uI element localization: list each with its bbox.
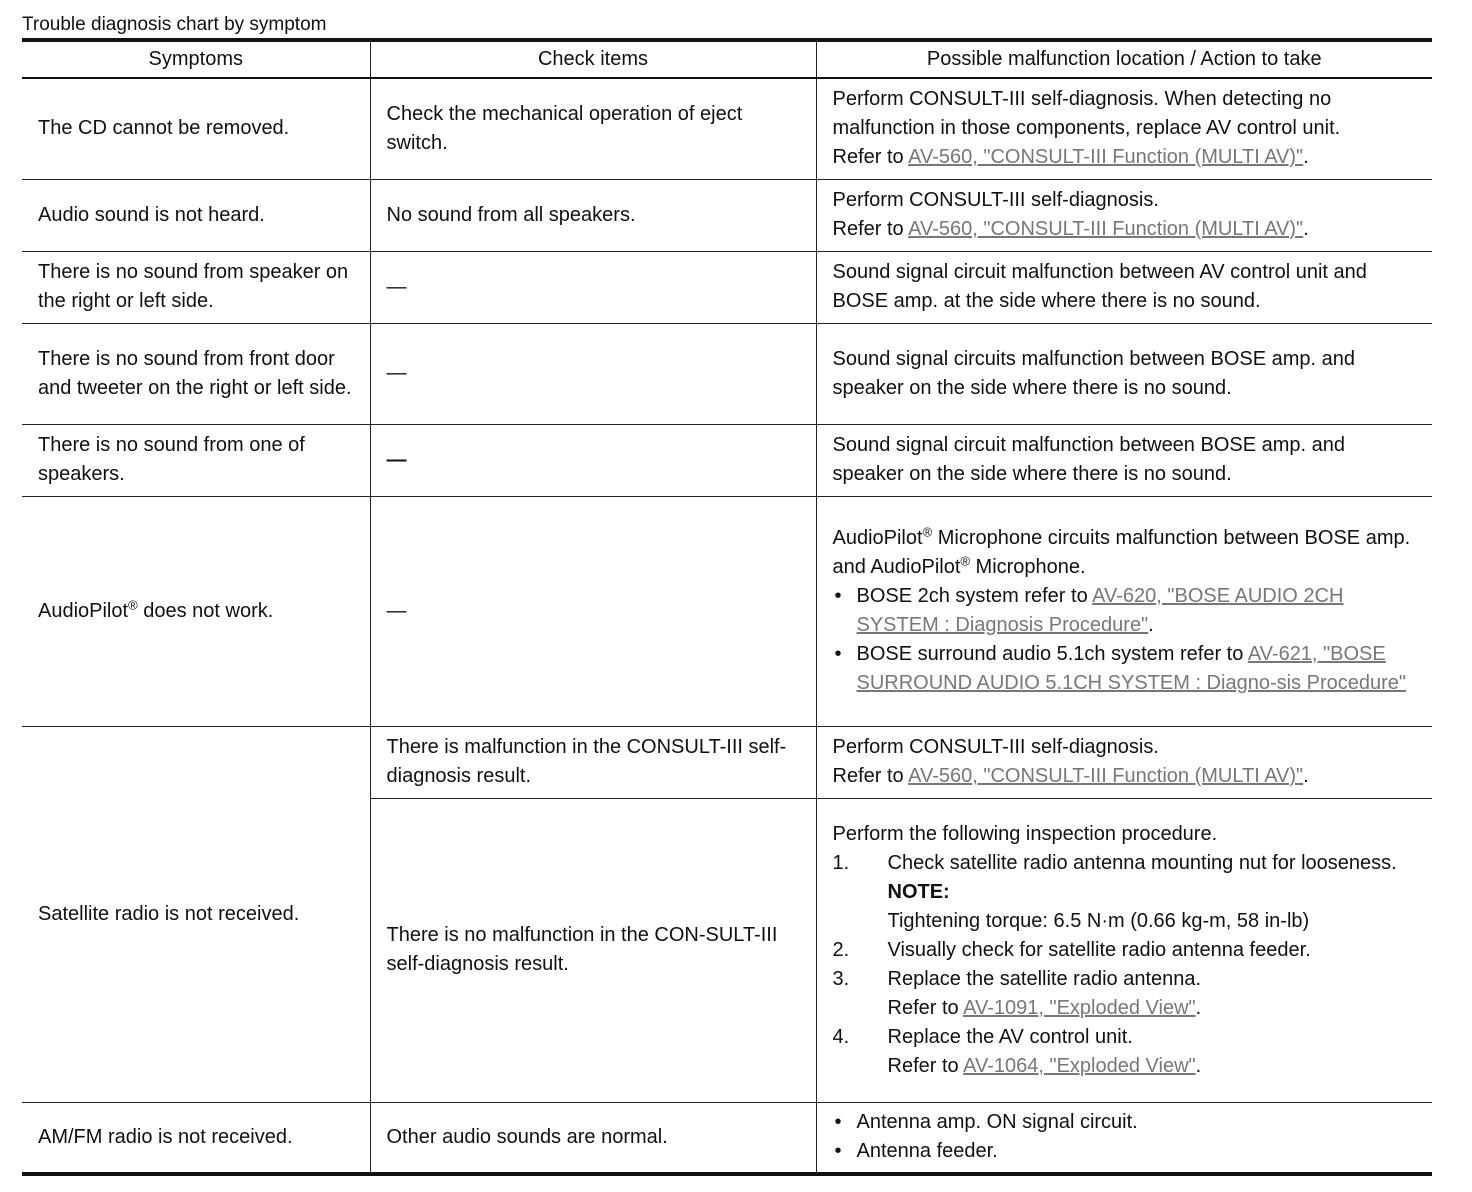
symptom-cell: AudioPilot® does not work. xyxy=(22,496,370,726)
bullet-item: • BOSE surround audio 5.1ch system refer to AV-621, "BOSE SURROUND AUDIO 5.1CH SYSTEM : Diagno-sis Procedure" xyxy=(833,640,1417,698)
action-text: Perform CONSULT-III self-diagnosis. xyxy=(832,736,1159,758)
refer-text: Refer to xyxy=(832,218,909,240)
symptom-cell: The CD cannot be removed. xyxy=(22,78,370,179)
table-row xyxy=(22,323,1432,424)
check-cell: Other audio sounds are normal. xyxy=(370,1102,816,1174)
chart-title: Trouble diagnosis chart by symptom xyxy=(22,14,327,35)
symptom-cell: There is no sound from speaker on the right or left side. xyxy=(22,251,370,323)
symptom-cell: AM/FM radio is not received. xyxy=(22,1102,370,1174)
reference-link[interactable]: AV-1064, "Exploded View" xyxy=(963,1054,1196,1077)
procedure-intro: Perform the following inspection procedure. xyxy=(832,822,1218,845)
table-row xyxy=(22,424,1432,496)
action-cell: Perform CONSULT-III self-diagnosis. Refer to AV-560, "CONSULT-III Function (MULTI AV)". xyxy=(816,726,1432,798)
check-cell-dash: — xyxy=(370,251,816,323)
refer-text: Refer to xyxy=(832,146,909,169)
bullet-item: • BOSE 2ch system refer to AV-620, "BOSE AUDIO 2CH SYSTEM : Diagnosis Procedure". xyxy=(833,582,1417,640)
check-cell-dash: — xyxy=(370,424,816,496)
header-symptoms: Symptoms xyxy=(22,40,370,78)
table-row xyxy=(22,78,1432,179)
action-text: AudioPilot® Microphone circuits malfunction between BOSE amp. and AudioPilot® Microphone. xyxy=(832,524,1411,578)
action-cell: Sound signal circuit malfunction between AV control unit and BOSE amp. at the side where there is no sound. xyxy=(816,251,1432,323)
symptom-cell: There is no sound from one of speakers. xyxy=(22,424,370,496)
refer-text: Refer to xyxy=(832,765,909,787)
action-text: Perform CONSULT-III self-diagnosis. xyxy=(832,189,1159,211)
reference-link[interactable]: AV-620, "BOSE AUDIO 2CH SYSTEM : Diagnosis Procedure" xyxy=(856,585,1344,636)
header-action: Possible malfunction location / Action to take xyxy=(816,40,1432,78)
check-cell: Check the mechanical operation of eject switch. xyxy=(370,78,816,179)
header-check-items: Check items xyxy=(370,40,816,78)
action-cell: Perform CONSULT-III self-diagnosis. Refer to AV-560, "CONSULT-III Function (MULTI AV)". xyxy=(816,179,1432,251)
action-cell xyxy=(816,798,1432,1102)
procedure-step: 1. Check satellite radio antenna mounting nut for looseness. NOTE: Tightening torque: 6.5 N·m (0.66 kg-m, 58 in-lb) xyxy=(833,849,1417,936)
reference-link[interactable]: AV-1091, "Exploded View" xyxy=(963,996,1196,1019)
header-row xyxy=(22,40,1432,78)
diagnosis-table xyxy=(22,38,1432,1176)
procedure-step: 2. Visually check for satellite radio antenna feeder. xyxy=(832,938,1311,961)
table-row xyxy=(22,1102,1432,1174)
symptom-cell: There is no sound from front door and tweeter on the right or left side. xyxy=(22,323,370,424)
check-cell-dash: — xyxy=(370,323,816,424)
procedure-step: 3. Replace the satellite radio antenna. Refer to AV-1091, "Exploded View". xyxy=(832,967,1202,1019)
reference-link[interactable]: AV-621, "BOSE SURROUND AUDIO 5.1CH SYSTEM : Diagno-sis Procedure" xyxy=(856,643,1406,694)
action-cell xyxy=(816,1102,1432,1174)
bullet-item: • Antenna feeder. xyxy=(833,1137,1417,1166)
check-cell: There is no malfunction in the CON-SULT-III self-diagnosis result. xyxy=(370,798,816,1102)
reference-link[interactable]: AV-560, "CONSULT-III Function (MULTI AV)" xyxy=(908,765,1304,787)
check-cell: No sound from all speakers. xyxy=(370,179,816,251)
check-cell: There is malfunction in the CONSULT-III self-diagnosis result. xyxy=(370,726,816,798)
action-cell: Perform CONSULT-III self-diagnosis. When detecting no malfunction in those components, replace AV control unit. Refer to AV-560, "CONSULT-III Function (MULTI AV)". xyxy=(816,78,1432,179)
note-text: Tightening torque: 6.5 N·m (0.66 kg-m, 58 in-lb) xyxy=(887,909,1310,932)
registered-mark: ® xyxy=(128,596,138,612)
table-row xyxy=(22,179,1432,251)
action-cell xyxy=(816,496,1432,726)
action-cell: Sound signal circuit malfunction between BOSE amp. and speaker on the side where there is no sound. xyxy=(816,424,1432,496)
table-row xyxy=(22,726,1432,798)
action-cell: Sound signal circuits malfunction between BOSE amp. and speaker on the side where there is no sound. xyxy=(816,323,1432,424)
action-text: Perform CONSULT-III self-diagnosis. When detecting no malfunction in those components, replace AV control unit. xyxy=(832,88,1341,140)
reference-link[interactable]: AV-560, "CONSULT-III Function (MULTI AV)" xyxy=(908,146,1304,169)
note-label: NOTE: xyxy=(887,880,950,903)
symptom-cell: Satellite radio is not received. xyxy=(22,726,370,1102)
symptom-cell: Audio sound is not heard. xyxy=(22,179,370,251)
bullet-item: • Antenna amp. ON signal circuit. xyxy=(833,1108,1417,1137)
table-row xyxy=(22,496,1432,726)
procedure-step: 4. Replace the AV control unit. Refer to AV-1064, "Exploded View". xyxy=(832,1025,1202,1077)
check-cell-dash: — xyxy=(370,496,816,726)
reference-link[interactable]: AV-560, "CONSULT-III Function (MULTI AV)" xyxy=(908,218,1304,240)
table-row xyxy=(22,251,1432,323)
